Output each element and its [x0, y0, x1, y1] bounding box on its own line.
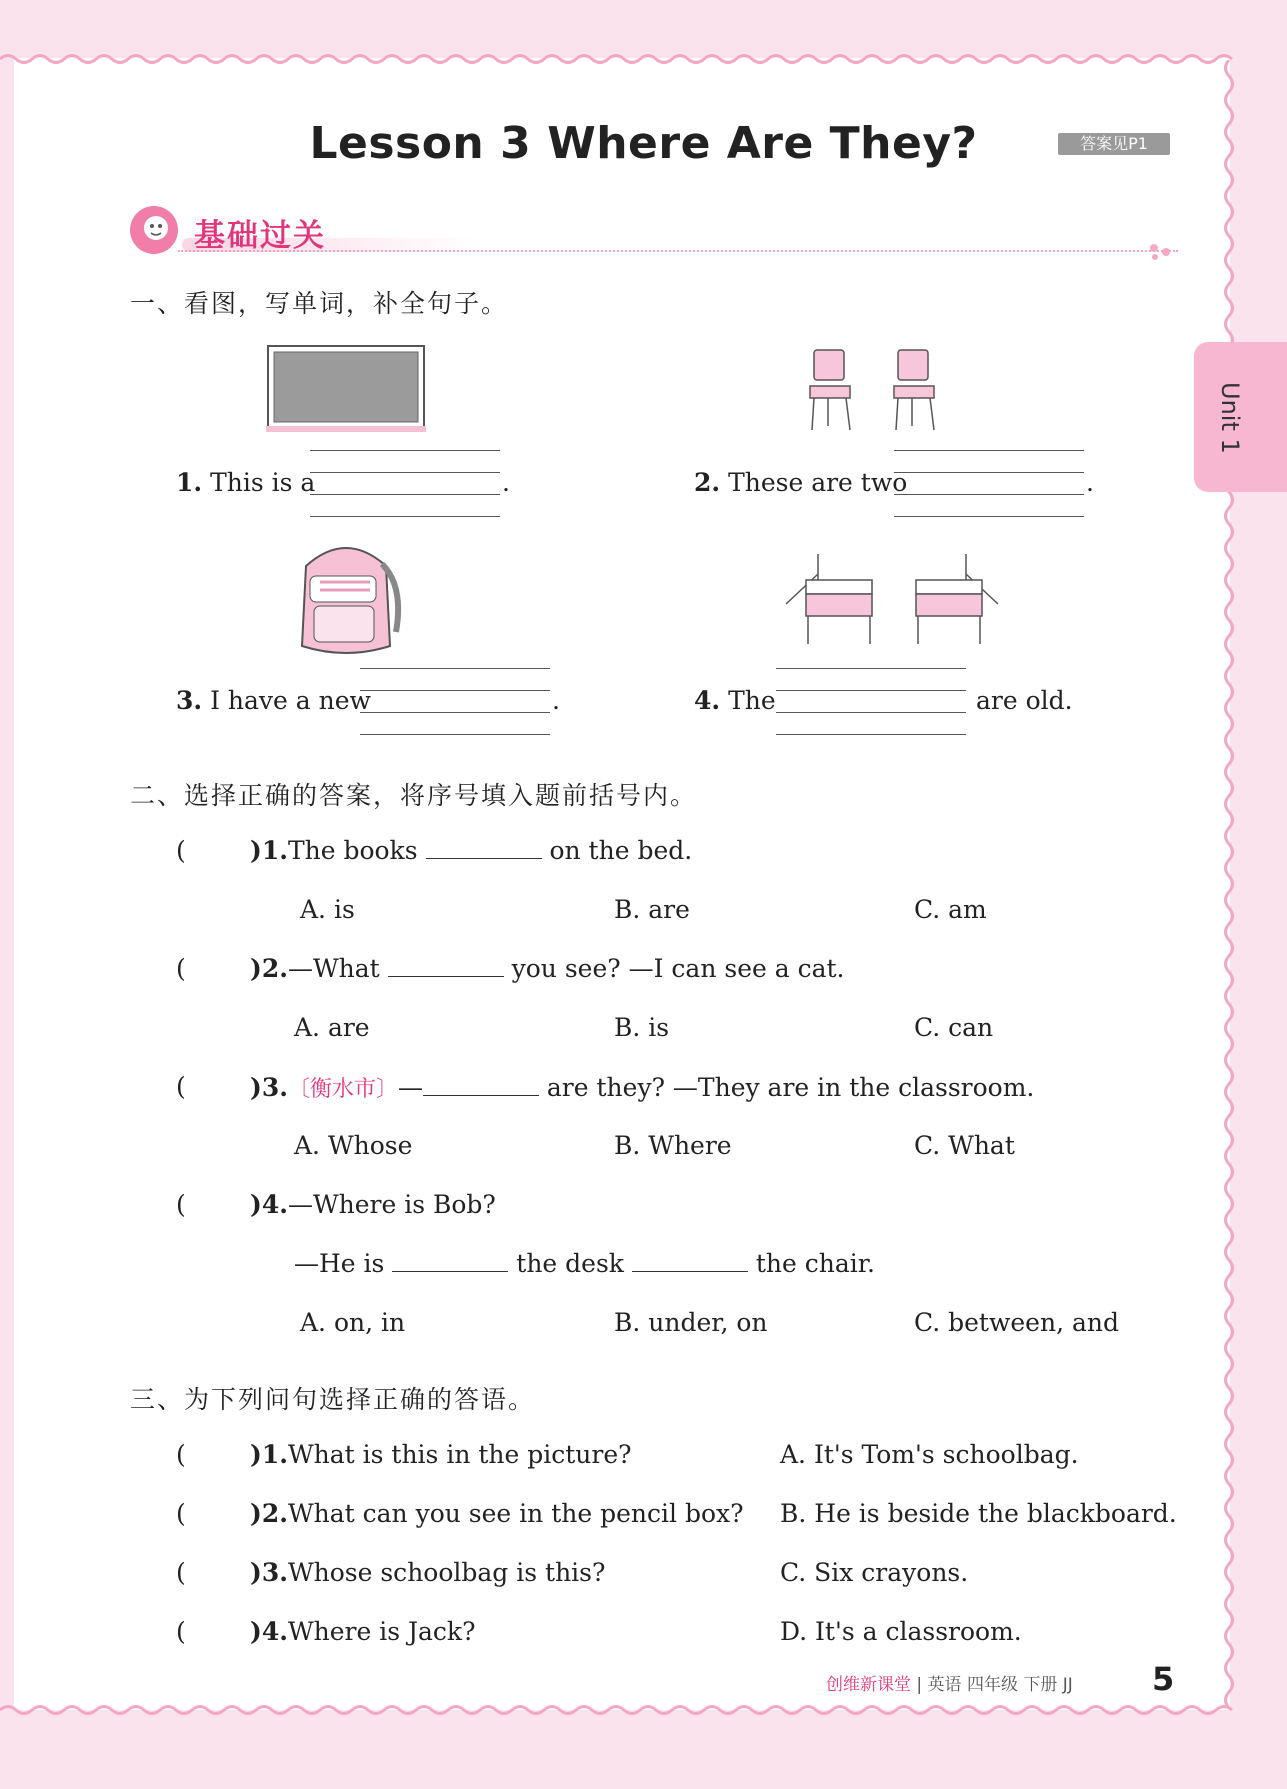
answer-paren[interactable]: (: [176, 954, 186, 983]
desks-picture: [782, 554, 1002, 646]
question-text: The books: [287, 836, 418, 865]
footer-book-info: 英语 四年级 下册 JJ: [927, 1675, 1073, 1695]
option-c: C. can: [914, 1013, 994, 1042]
option-a: A. are: [294, 1013, 370, 1042]
answer-paren[interactable]: (: [176, 836, 186, 865]
answer-paren[interactable]: (: [176, 1190, 186, 1219]
section-end-dot: [1162, 248, 1170, 256]
question-number: )1.: [250, 836, 288, 865]
part1-item-1-end: .: [502, 468, 510, 497]
page-number: 5: [1152, 1660, 1175, 1698]
question-text: —He is: [294, 1249, 385, 1278]
question-text: the chair.: [755, 1249, 875, 1278]
part3-question-4: [250, 1617, 475, 1646]
item-number: 3.: [176, 686, 203, 715]
top-wave-border: [0, 52, 1287, 66]
part2-question-4: [250, 1190, 496, 1219]
question-text: on the bed.: [549, 836, 693, 865]
footer-info: [826, 1670, 1073, 1695]
question-text: —Where is Bob?: [287, 1190, 496, 1219]
answer-paren[interactable]: (: [176, 1440, 186, 1469]
part2-question-2: [250, 954, 844, 983]
footer-separator: |: [916, 1675, 923, 1695]
answer-paren[interactable]: (: [176, 1499, 186, 1528]
bottom-wave-border: [0, 1703, 1287, 1717]
answer-writing-lines-3[interactable]: [360, 668, 550, 734]
part1-item-1: [176, 468, 315, 497]
right-wave-border: [1222, 60, 1236, 1710]
option-a: A. Whose: [294, 1131, 413, 1160]
item-text: This is a: [210, 468, 316, 497]
part1-item-2: [694, 468, 907, 497]
option-b: B. under, on: [614, 1308, 768, 1337]
question-number: )4.: [250, 1617, 288, 1646]
part2-question-1: [250, 836, 692, 865]
section-mascot-icon: [130, 206, 178, 254]
region-tag: 〔衡水市〕: [287, 1077, 398, 1102]
option-b: B. are: [614, 895, 690, 924]
option-b: B. Where: [614, 1131, 732, 1160]
option-c: C. What: [914, 1131, 1015, 1160]
answer-paren[interactable]: (: [176, 1558, 186, 1587]
blackboard-picture: [266, 344, 426, 434]
fill-blank[interactable]: [388, 976, 504, 977]
unit-side-tab: [1194, 342, 1287, 492]
item-number: 2.: [694, 468, 721, 497]
option-b: B. is: [614, 1013, 670, 1042]
option-a: A. on, in: [300, 1308, 406, 1337]
section-end-dot: [1152, 254, 1158, 260]
fill-blank[interactable]: [426, 858, 542, 859]
answer-paren[interactable]: (: [176, 1072, 186, 1101]
part1-item-4: [694, 686, 776, 715]
part2-question-4-line2: [294, 1249, 875, 1278]
question-text: Whose schoolbag is this?: [287, 1558, 606, 1587]
question-number: )3.: [250, 1558, 288, 1587]
part3-question-1: [250, 1440, 632, 1469]
part2-question-3: [250, 1072, 1034, 1103]
answer-paren[interactable]: (: [176, 1617, 186, 1646]
lesson-name: Where Are They?: [547, 118, 978, 169]
section-dotted-line: [178, 250, 1178, 252]
fill-blank[interactable]: [423, 1095, 539, 1096]
part3-question-3: [250, 1558, 605, 1587]
part1-item-4-end: are old.: [976, 686, 1073, 715]
item-number: 4.: [694, 686, 721, 715]
part3-heading: 三、为下列问句选择正确的答语。: [130, 1385, 536, 1414]
question-text: the desk: [516, 1249, 624, 1278]
footer-brand: 创维新课堂: [826, 1675, 911, 1695]
question-number: )2.: [250, 954, 288, 983]
section-label: 基础过关: [194, 218, 326, 254]
question-number: )2.: [250, 1499, 288, 1528]
question-number: )4.: [250, 1190, 288, 1219]
item-text: The: [728, 686, 776, 715]
part1-item-3-end: .: [552, 686, 560, 715]
part3-question-2: [250, 1499, 744, 1528]
reply-option-a: A. It's Tom's schoolbag.: [780, 1440, 1079, 1469]
answer-reference-badge: 答案见P1: [1058, 133, 1170, 155]
part1-item-3: [176, 686, 371, 715]
question-number: )1.: [250, 1440, 288, 1469]
question-text: —: [397, 1073, 423, 1102]
question-text: are they? —They are in the classroom.: [546, 1073, 1035, 1102]
item-text: These are two: [728, 468, 908, 497]
unit-tab-label: Unit 1: [1216, 382, 1244, 454]
reply-option-c: C. Six crayons.: [780, 1558, 969, 1587]
schoolbag-picture: [286, 536, 406, 658]
fill-blank[interactable]: [632, 1271, 748, 1272]
option-c: C. between, and: [914, 1308, 1119, 1337]
option-c: C. am: [914, 895, 987, 924]
part1-item-2-end: .: [1086, 468, 1094, 497]
chairs-picture: [806, 346, 956, 434]
answer-writing-lines-4[interactable]: [776, 668, 966, 734]
question-number: )3.: [250, 1073, 288, 1102]
lesson-number: Lesson 3: [309, 118, 532, 169]
answer-writing-lines-2[interactable]: [894, 450, 1084, 516]
section-header: [128, 202, 1168, 254]
part2-heading: 二、选择正确的答案，将序号填入题前括号内。: [130, 781, 698, 810]
part1-heading: 一、看图，写单词，补全句子。: [130, 289, 509, 318]
question-text: Where is Jack?: [287, 1617, 476, 1646]
option-a: A. is: [300, 895, 355, 924]
question-text: —What: [287, 954, 380, 983]
item-number: 1.: [176, 468, 203, 497]
reply-option-d: D. It's a classroom.: [780, 1617, 1022, 1646]
fill-blank[interactable]: [392, 1271, 508, 1272]
item-text: I have a new: [210, 686, 371, 715]
question-text: What is this in the picture?: [287, 1440, 632, 1469]
question-text: What can you see in the pencil box?: [287, 1499, 744, 1528]
question-text: you see? —I can see a cat.: [511, 954, 845, 983]
section-end-dot: [1150, 244, 1158, 252]
answer-writing-lines-1[interactable]: [310, 450, 500, 516]
reply-option-b: B. He is beside the blackboard.: [780, 1499, 1177, 1528]
